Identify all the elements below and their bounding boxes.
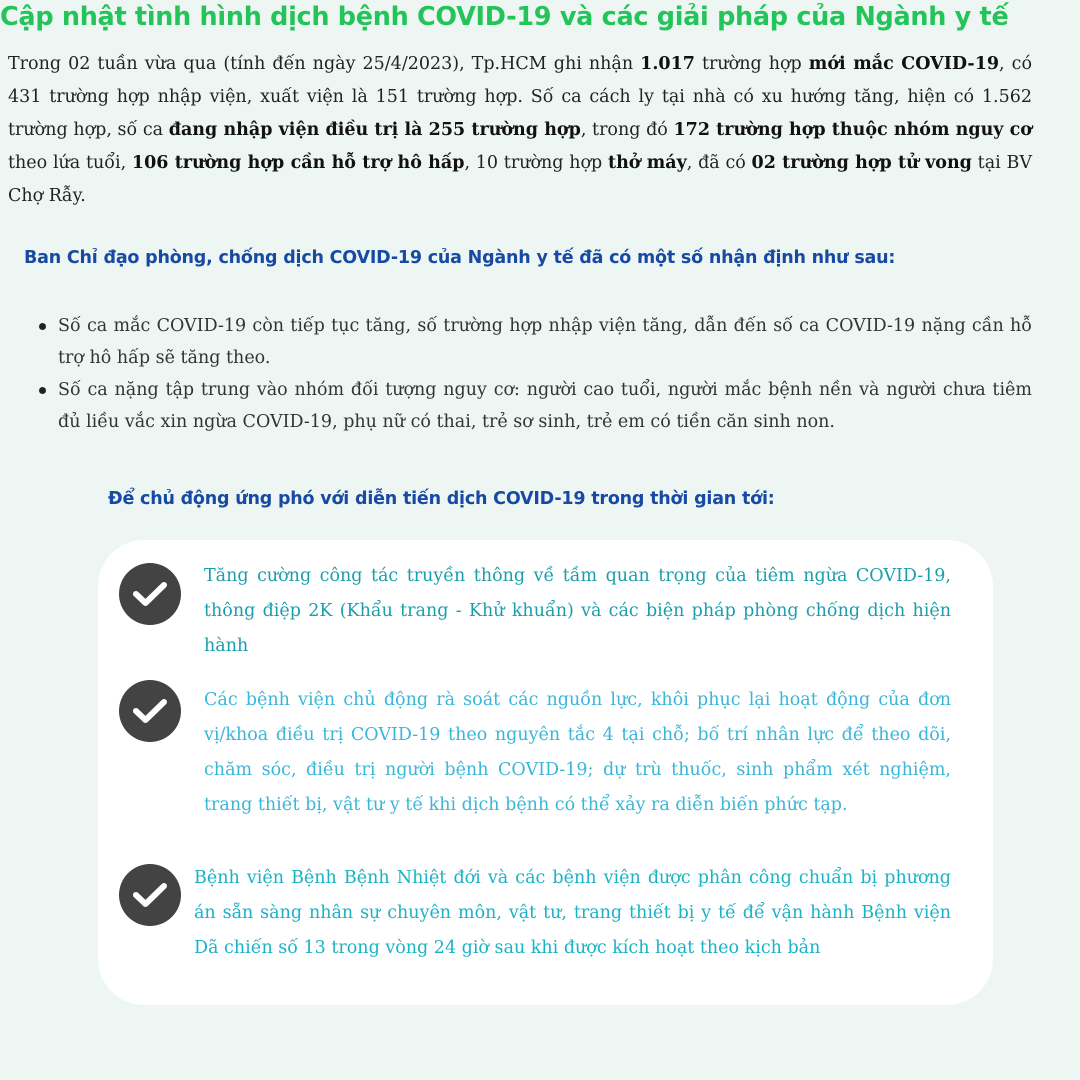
assessment-item: Số ca mắc COVID-19 còn tiếp tục tăng, số trường hợp nhập viện tăng, dẫn đến số ca COVID-19 nặng cần hỗ trợ hô hấp sẽ tăng theo. [58, 310, 1032, 374]
assessment-item: Số ca nặng tập trung vào nhóm đối tượng nguy cơ: người cao tuổi, người mắc bệnh nền và người chưa tiêm đủ liều vắc xin ngừa COVID-19, phụ nữ có thai, trẻ sơ sinh, trẻ em có tiền căn sinh non. [58, 374, 1032, 438]
intro-segment: Trong 02 tuần vừa qua (tính đến ngày 25/4/2023), Tp.HCM ghi nhận [8, 54, 641, 74]
intro-segment: theo lứa tuổi, [8, 153, 132, 173]
response-item: Bệnh viện Bệnh Bệnh Nhiệt đới và các bệnh viện được phân công chuẩn bị phương án sẵn sàng nhân sự chuyên môn, vật tư, trang thiết bị y tế để vận hành Bệnh viện Dã chiến số 13 trong vòng 24 giờ sau khi được kích hoạt theo kịch bản [194, 868, 951, 958]
intro-segment-bold: mới mắc COVID-19 [808, 54, 1000, 74]
intro-segment-bold: 02 trường hợp tử vong [751, 153, 972, 173]
intro-segment: , trong đó [580, 120, 674, 140]
assessment-heading: Ban Chỉ đạo phòng, chống dịch COVID-19 của Ngành y tế đã có một số nhận định như sau: [24, 248, 896, 268]
check-circle-icon [119, 864, 181, 926]
intro-segment-bold: đang nhập viện điều trị là 255 trường hợp [168, 120, 581, 140]
intro-segment: , có 431 trường hợp nhập viện, xuất viện là 151 trường hợp. Số ca cách ly tại nhà có xu hướng tăng, hiện có 1.562 trường hợp, số ca [8, 54, 1032, 140]
intro-segment: , 10 trường hợp [464, 153, 608, 173]
intro-segment-bold: 172 trường hợp thuộc nhóm nguy cơ [673, 120, 1032, 140]
check-circle-icon [119, 680, 181, 742]
response-heading: Để chủ động ứng phó với diễn tiến dịch COVID-19 trong thời gian tới: [108, 489, 775, 509]
intro-segment: , đã có [686, 153, 752, 173]
intro-paragraph [8, 48, 1032, 213]
response-item: Các bệnh viện chủ động rà soát các nguồn lực, khôi phục lại hoạt động của đơn vị/khoa điều trị COVID-19 theo nguyên tắc 4 tại chỗ; bố trí nhân lực để theo dõi, chăm sóc, điều trị người bệnh COVID-19; dự trù thuốc, sinh phẩm xét nghiệm, trang thiết bị, vật tư y tế khi dịch bệnh có thể xảy ra diễn biến phức tạp. [204, 690, 951, 815]
intro-segment-bold: 1.017 [640, 54, 695, 74]
page-title: Cập nhật tình hình dịch bệnh COVID-19 và các giải pháp của Ngành y tế [0, 2, 1009, 32]
intro-segment: trường hợp [694, 54, 809, 74]
check-circle-icon [119, 563, 181, 625]
response-item: Tăng cường công tác truyền thông về tầm quan trọng của tiêm ngừa COVID-19, thông điệp 2K (Khẩu trang - Khử khuẩn) và các biện pháp phòng chống dịch hiện hành [204, 566, 951, 656]
intro-segment-bold: thở máy [607, 153, 687, 173]
intro-segment-bold: 106 trường hợp cần hỗ trợ hô hấp [131, 153, 465, 173]
intro-segment: tại BV Chợ Rẫy. [8, 153, 1032, 206]
assessment-list [58, 310, 1032, 438]
